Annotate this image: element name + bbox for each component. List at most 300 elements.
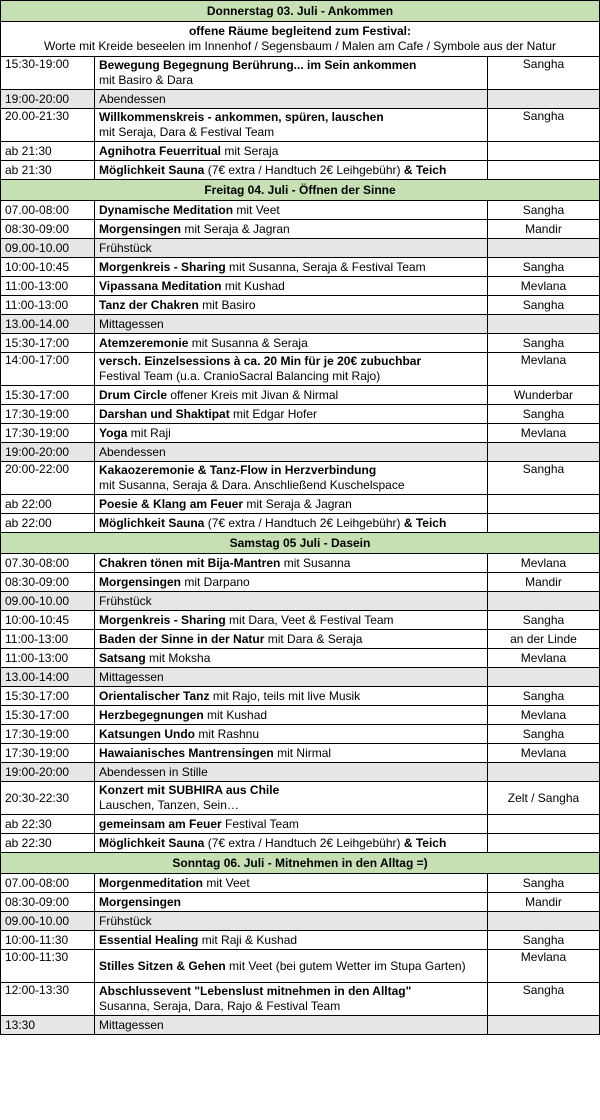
- event-line: [99, 959, 466, 973]
- event-description: [95, 220, 488, 239]
- event-location: [487, 763, 599, 782]
- schedule-body: [1, 1, 600, 1035]
- event-title: Morgenkreis - Sharing: [99, 259, 226, 274]
- event-row: [1, 462, 600, 495]
- event-location: Wunderbar: [487, 386, 599, 405]
- event-time: 10:00-11:30: [1, 950, 95, 983]
- event-description: [95, 239, 488, 258]
- event-title: Agnihotra Feuerritual: [99, 143, 222, 158]
- event-row: [1, 554, 600, 573]
- event-line: [99, 817, 299, 831]
- event-title: Bewegung Begegnung Berührung... im Sein ankommen: [99, 58, 417, 72]
- event-row: [1, 725, 600, 744]
- event-description: [95, 630, 488, 649]
- event-time: 09.00-10.00: [1, 239, 95, 258]
- event-detail: mit Kushad: [203, 707, 268, 722]
- event-row: [1, 220, 600, 239]
- event-row: [1, 386, 600, 405]
- event-time: 20:30-22:30: [1, 782, 95, 815]
- event-row: [1, 611, 600, 630]
- event-row: [1, 983, 600, 1016]
- event-description: [95, 161, 488, 180]
- event-line: [99, 163, 446, 177]
- event-description: [95, 592, 488, 611]
- event-line: [99, 497, 352, 511]
- event-location: Sangha: [487, 874, 599, 893]
- event-detail: mit Seraja: [221, 143, 279, 158]
- event-description: [95, 405, 488, 424]
- event-line: [99, 689, 360, 703]
- event-title: Hawaianisches Mantrensingen: [99, 745, 274, 760]
- event-time: 11:00-13:00: [1, 630, 95, 649]
- event-detail: offener Kreis mit Jivan & Nirmal: [167, 387, 339, 402]
- event-detail: mit Kushad: [221, 278, 285, 293]
- event-detail: (7€ extra / Handtuch 2€ Leihgebühr): [204, 515, 404, 530]
- event-description: [95, 782, 488, 815]
- event-detail: mit Rajo, teils mit live Musik: [209, 688, 361, 703]
- event-row: [1, 514, 600, 533]
- event-detail: mit Darpano: [181, 574, 250, 589]
- event-location: Mevlana: [487, 950, 599, 983]
- event-description: [95, 353, 488, 386]
- event-subline: mit Seraja, Dara & Festival Team: [99, 125, 275, 139]
- event-description: [95, 443, 488, 462]
- event-line: [99, 144, 278, 158]
- event-line: [99, 594, 152, 608]
- event-subline: Susanna, Seraja, Dara, Rajo & Festival Team: [99, 999, 341, 1013]
- event-title: Orientalischer Tanz: [99, 688, 210, 703]
- event-location: [487, 161, 599, 180]
- event-time: 08:30-09:00: [1, 220, 95, 239]
- event-time: 07.30-08:00: [1, 554, 95, 573]
- event-location: [487, 315, 599, 334]
- meal-row: [1, 443, 600, 462]
- event-time: 09.00-10.00: [1, 912, 95, 931]
- event-title: Kakaozeremonie & Tanz-Flow in Herzverbindung: [99, 463, 377, 477]
- event-location: Sangha: [487, 611, 599, 630]
- event-title: Morgenmeditation: [99, 875, 203, 890]
- event-location: Mevlana: [487, 649, 599, 668]
- event-title: Abschlussevent "Lebenslust mitnehmen in den Alltag": [99, 984, 412, 998]
- event-time: ab 21:30: [1, 142, 95, 161]
- event-title: Tanz der Chakren: [99, 297, 199, 312]
- event-description: [95, 834, 488, 853]
- event-description: [95, 201, 488, 220]
- event-location: Sangha: [487, 258, 599, 277]
- event-detail: Festival Team: [221, 816, 299, 831]
- event-row: [1, 405, 600, 424]
- event-title: versch. Einzelsessions à ca. 20 Min für je 20€ zubuchbar: [99, 354, 422, 368]
- event-description: [95, 931, 488, 950]
- event-line: [99, 556, 350, 570]
- event-line: [99, 426, 171, 440]
- event-detail: Abendessen: [99, 444, 166, 459]
- event-time: 13.00-14:00: [1, 668, 95, 687]
- event-title: Baden der Sinne in der Natur: [99, 631, 265, 646]
- event-time: 08:30-09:00: [1, 573, 95, 592]
- event-row: [1, 109, 600, 142]
- event-location: Sangha: [487, 462, 599, 495]
- event-time: 17:30-19:00: [1, 424, 95, 443]
- event-line: [99, 279, 285, 293]
- event-detail: mit Veet: [203, 875, 250, 890]
- event-line: [99, 407, 317, 421]
- event-description: [95, 142, 488, 161]
- event-description: [95, 573, 488, 592]
- event-line: [99, 388, 338, 402]
- event-detail: mit Nirmal: [273, 745, 332, 760]
- event-row: [1, 950, 600, 983]
- event-title: Yoga: [99, 425, 128, 440]
- event-description: [95, 687, 488, 706]
- event-time: 08:30-09:00: [1, 893, 95, 912]
- event-line: [99, 92, 166, 106]
- event-location: Sangha: [487, 109, 599, 142]
- event-line: [99, 613, 394, 627]
- event-title: Atemzeremonie: [99, 335, 189, 350]
- event-extra: & Teich: [403, 515, 447, 530]
- event-description: [95, 514, 488, 533]
- event-time: ab 22:00: [1, 514, 95, 533]
- event-title: Möglichkeit Sauna: [99, 835, 205, 850]
- event-description: [95, 706, 488, 725]
- event-description: [95, 744, 488, 763]
- event-time: 19:00-20:00: [1, 763, 95, 782]
- event-extra: & Teich: [403, 835, 447, 850]
- event-detail: mit Moksha: [145, 650, 211, 665]
- event-detail: mit Susanna, Seraja & Festival Team: [225, 259, 426, 274]
- event-location: Mevlana: [487, 744, 599, 763]
- event-line: [99, 58, 416, 72]
- event-row: [1, 161, 600, 180]
- event-location: [487, 912, 599, 931]
- event-title: Katsungen Undo: [99, 726, 195, 741]
- event-description: [95, 334, 488, 353]
- event-detail: mit Susanna & Seraja: [188, 335, 308, 350]
- event-location: [487, 514, 599, 533]
- event-line: [99, 260, 426, 274]
- event-location: [487, 495, 599, 514]
- event-detail: mit Dara, Veet & Festival Team: [225, 612, 394, 627]
- event-location: [487, 815, 599, 834]
- event-line: [99, 632, 362, 646]
- event-row: [1, 201, 600, 220]
- event-time: 13:30: [1, 1016, 95, 1035]
- event-time: 17:30-19:00: [1, 725, 95, 744]
- event-description: [95, 649, 488, 668]
- event-line: [99, 746, 331, 760]
- event-line: [99, 1018, 164, 1032]
- event-time: 15:30-19:00: [1, 57, 95, 90]
- event-time: 11:00-13:00: [1, 649, 95, 668]
- event-detail: Mittagessen: [99, 1017, 164, 1032]
- event-location: Mevlana: [487, 424, 599, 443]
- event-location: Sangha: [487, 687, 599, 706]
- meal-row: [1, 763, 600, 782]
- event-time: 19:00-20:00: [1, 90, 95, 109]
- event-line: [99, 336, 308, 350]
- event-row: [1, 834, 600, 853]
- event-time: 07.00-08:00: [1, 874, 95, 893]
- event-description: [95, 57, 488, 90]
- event-detail: Mittagessen: [99, 669, 164, 684]
- event-detail: mit Basiro: [198, 297, 256, 312]
- event-location: Sangha: [487, 296, 599, 315]
- event-title: Chakren tönen mit Bija-Mantren: [99, 555, 281, 570]
- event-description: [95, 763, 488, 782]
- event-description: [95, 554, 488, 573]
- event-description: [95, 874, 488, 893]
- event-title: Morgensingen: [99, 894, 182, 909]
- event-detail: mit Seraja & Jagran: [243, 496, 352, 511]
- event-detail: Mittagessen: [99, 316, 164, 331]
- event-title: Vipassana Meditation: [99, 278, 222, 293]
- event-location: Mandir: [487, 893, 599, 912]
- event-line: [99, 783, 279, 797]
- day-header-row: [1, 853, 600, 874]
- event-row: [1, 495, 600, 514]
- event-subline: mit Susanna, Seraja & Dara. Anschließend Kuschelspace: [99, 478, 405, 492]
- event-line: [99, 463, 376, 477]
- event-subline: Lauschen, Tanzen, Sein…: [99, 798, 239, 812]
- event-title: Poesie & Klang am Feuer: [99, 496, 244, 511]
- event-row: [1, 782, 600, 815]
- event-description: [95, 315, 488, 334]
- event-subline: Festival Team (u.a. CranioSacral Balancing mit Rajo): [99, 369, 381, 383]
- event-detail: Frühstück: [99, 593, 152, 608]
- event-location: an der Linde: [487, 630, 599, 649]
- event-location: [487, 142, 599, 161]
- event-time: 17:30-19:00: [1, 744, 95, 763]
- event-title: Möglichkeit Sauna: [99, 162, 205, 177]
- day-header-row: [1, 1, 600, 22]
- event-line: [99, 575, 250, 589]
- event-description: [95, 90, 488, 109]
- event-time: ab 22:00: [1, 495, 95, 514]
- event-detail: Abendessen: [99, 91, 166, 106]
- meal-row: [1, 239, 600, 258]
- event-detail: Frühstück: [99, 913, 152, 928]
- event-line: [99, 317, 164, 331]
- event-time: 20.00-21:30: [1, 109, 95, 142]
- event-time: 14:00-17:00: [1, 353, 95, 386]
- event-description: [95, 893, 488, 912]
- event-detail: Abendessen in Stille: [99, 764, 208, 779]
- event-location: Sangha: [487, 983, 599, 1016]
- event-title: Drum Circle: [99, 387, 168, 402]
- event-line: [99, 651, 210, 665]
- event-line: [99, 933, 297, 947]
- info-cell: [1, 22, 600, 57]
- event-line: [99, 984, 411, 998]
- event-title: Willkommenskreis - ankommen, spüren, lauschen: [99, 110, 384, 124]
- event-title: Dynamische Meditation: [99, 202, 234, 217]
- event-location: [487, 90, 599, 109]
- event-detail: Frühstück: [99, 240, 152, 255]
- event-description: [95, 258, 488, 277]
- event-location: Sangha: [487, 725, 599, 744]
- event-location: Mandir: [487, 573, 599, 592]
- event-location: Mevlana: [487, 353, 599, 386]
- meal-row: [1, 315, 600, 334]
- event-time: 15:30-17:00: [1, 386, 95, 405]
- event-row: [1, 334, 600, 353]
- event-title: Herzbegegnungen: [99, 707, 204, 722]
- event-row: [1, 296, 600, 315]
- event-time: 10:00-10:45: [1, 258, 95, 277]
- event-line: [99, 241, 152, 255]
- event-extra: & Teich: [403, 162, 447, 177]
- event-description: [95, 983, 488, 1016]
- meal-row: [1, 90, 600, 109]
- event-detail: mit Raji & Kushad: [198, 932, 298, 947]
- event-row: [1, 706, 600, 725]
- day-title: Freitag 04. Juli - Öffnen der Sinne: [1, 180, 600, 201]
- event-time: ab 22:30: [1, 815, 95, 834]
- event-line: [99, 298, 256, 312]
- event-line: [99, 354, 421, 368]
- event-row: [1, 630, 600, 649]
- event-row: [1, 424, 600, 443]
- event-time: 15:30-17:00: [1, 334, 95, 353]
- meal-row: [1, 592, 600, 611]
- event-line: [99, 727, 259, 741]
- event-location: Sangha: [487, 201, 599, 220]
- event-location: Zelt / Sangha: [487, 782, 599, 815]
- event-line: [99, 222, 290, 236]
- event-time: 15:30-17:00: [1, 706, 95, 725]
- event-row: [1, 258, 600, 277]
- meal-row: [1, 912, 600, 931]
- event-location: [487, 592, 599, 611]
- event-detail: (7€ extra / Handtuch 2€ Leihgebühr): [204, 835, 404, 850]
- day-header-row: [1, 180, 600, 201]
- event-row: [1, 931, 600, 950]
- event-title: Darshan und Shaktipat: [99, 406, 230, 421]
- event-title: gemeinsam am Feuer: [99, 816, 222, 831]
- event-location: Sangha: [487, 405, 599, 424]
- event-location: Sangha: [487, 334, 599, 353]
- event-location: Sangha: [487, 57, 599, 90]
- event-time: 12:00-13:30: [1, 983, 95, 1016]
- event-time: 07.00-08:00: [1, 201, 95, 220]
- event-time: 17:30-19:00: [1, 405, 95, 424]
- event-description: [95, 815, 488, 834]
- event-row: [1, 573, 600, 592]
- event-description: [95, 912, 488, 931]
- event-description: [95, 495, 488, 514]
- meal-row: [1, 668, 600, 687]
- event-row: [1, 874, 600, 893]
- event-row: [1, 687, 600, 706]
- day-header-row: [1, 533, 600, 554]
- event-line: [99, 516, 446, 530]
- event-title: Morgenkreis - Sharing: [99, 612, 226, 627]
- event-title: Stilles Sitzen & Gehen: [99, 958, 226, 973]
- event-time: 11:00-13:00: [1, 277, 95, 296]
- event-description: [95, 277, 488, 296]
- event-detail: mit Veet: [233, 202, 280, 217]
- event-line: [99, 110, 384, 124]
- event-location: [487, 239, 599, 258]
- event-description: [95, 611, 488, 630]
- event-title: Konzert mit SUBHIRA aus Chile: [99, 783, 280, 797]
- event-time: 09.00-10.00: [1, 592, 95, 611]
- event-description: [95, 424, 488, 443]
- event-description: [95, 1016, 488, 1035]
- event-detail: mit Seraja & Jagran: [181, 221, 290, 236]
- event-detail: mit Veet (bei gutem Wetter im Stupa Garten): [225, 958, 466, 973]
- event-time: 10:00-11:30: [1, 931, 95, 950]
- event-row: [1, 142, 600, 161]
- event-description: [95, 950, 488, 983]
- day-title: Samstag 05 Juli - Dasein: [1, 533, 600, 554]
- event-time: 19:00-20:00: [1, 443, 95, 462]
- event-description: [95, 109, 488, 142]
- event-time: 11:00-13:00: [1, 296, 95, 315]
- event-location: Sangha: [487, 931, 599, 950]
- event-line: [99, 836, 446, 850]
- event-description: [95, 462, 488, 495]
- event-title: Morgensingen: [99, 221, 182, 236]
- event-description: [95, 725, 488, 744]
- event-line: [99, 876, 250, 890]
- event-detail: mit Edgar Hofer: [229, 406, 318, 421]
- event-time: ab 21:30: [1, 161, 95, 180]
- event-location: Mevlana: [487, 277, 599, 296]
- event-location: [487, 443, 599, 462]
- meal-row: [1, 1016, 600, 1035]
- event-description: [95, 296, 488, 315]
- event-location: Mandir: [487, 220, 599, 239]
- event-location: [487, 668, 599, 687]
- event-line: [99, 670, 164, 684]
- event-line: [99, 895, 181, 909]
- event-location: [487, 1016, 599, 1035]
- info-heading: offene Räume begleitend zum Festival:: [188, 24, 412, 38]
- event-title: Essential Healing: [99, 932, 199, 947]
- event-row: [1, 277, 600, 296]
- day-title: Donnerstag 03. Juli - Ankommen: [1, 1, 600, 22]
- event-line: [99, 445, 166, 459]
- event-row: [1, 57, 600, 90]
- event-row: [1, 893, 600, 912]
- event-row: [1, 815, 600, 834]
- event-row: [1, 353, 600, 386]
- event-title: Möglichkeit Sauna: [99, 515, 205, 530]
- event-time: 10:00-10:45: [1, 611, 95, 630]
- event-line: [99, 765, 208, 779]
- event-location: [487, 834, 599, 853]
- event-description: [95, 668, 488, 687]
- event-detail: mit Raji: [127, 425, 171, 440]
- event-time: 20:00-22:00: [1, 462, 95, 495]
- event-row: [1, 649, 600, 668]
- event-subline: mit Basiro & Dara: [99, 73, 194, 87]
- event-detail: mit Dara & Seraja: [264, 631, 363, 646]
- event-time: ab 22:30: [1, 834, 95, 853]
- event-detail: mit Rashnu: [195, 726, 260, 741]
- info-row: [1, 22, 600, 57]
- event-time: 13.00-14.00: [1, 315, 95, 334]
- event-line: [99, 203, 280, 217]
- event-detail: (7€ extra / Handtuch 2€ Leihgebühr): [204, 162, 404, 177]
- event-line: [99, 708, 267, 722]
- event-location: Mevlana: [487, 706, 599, 725]
- event-row: [1, 744, 600, 763]
- event-description: [95, 386, 488, 405]
- event-detail: mit Susanna: [280, 555, 351, 570]
